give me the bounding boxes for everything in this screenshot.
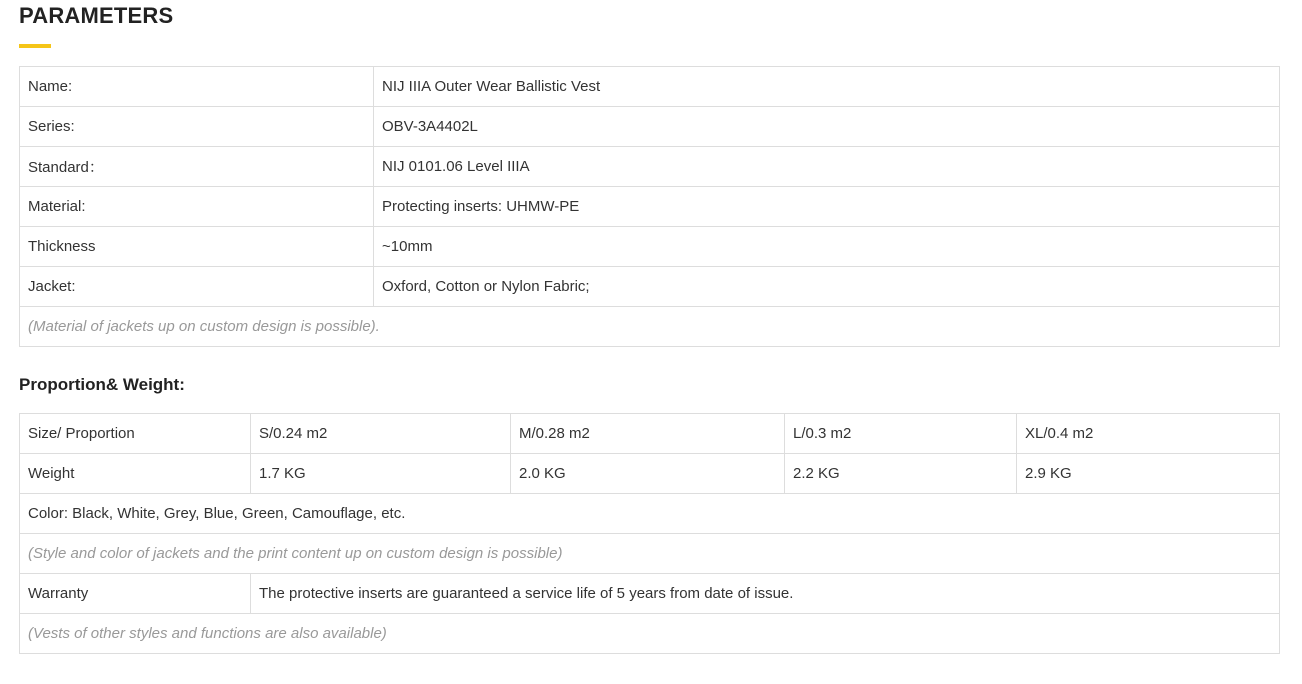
param-label-jacket: Jacket: xyxy=(20,267,374,307)
size-l: L/0.3 m2 xyxy=(785,414,1017,454)
parameters-table xyxy=(19,66,1280,347)
table-row xyxy=(20,307,1280,347)
table-row xyxy=(20,107,1280,147)
size-xl: XL/0.4 m2 xyxy=(1017,414,1280,454)
table-row xyxy=(20,267,1280,307)
param-label-thickness: Thickness xyxy=(20,227,374,267)
table-row xyxy=(20,454,1280,494)
table-row xyxy=(20,187,1280,227)
table-row xyxy=(20,574,1280,614)
weight-xl: 2.9 KG xyxy=(1017,454,1280,494)
proportion-title: Proportion& Weight: xyxy=(19,375,185,394)
param-label-material: Material: xyxy=(20,187,374,227)
weight-s: 1.7 KG xyxy=(251,454,511,494)
table-row xyxy=(20,67,1280,107)
table-row xyxy=(20,147,1280,187)
size-m: M/0.28 m2 xyxy=(511,414,785,454)
proportion-weight-table xyxy=(19,413,1280,654)
param-value-series: OBV-3A4402L xyxy=(374,107,1280,147)
warranty-value: The protective inserts are guaranteed a service life of 5 years from date of issue. xyxy=(251,574,1280,614)
section-title: PARAMETERS xyxy=(19,3,174,28)
weight-l: 2.2 KG xyxy=(785,454,1017,494)
table-row xyxy=(20,614,1280,654)
param-value-name: NIJ IIIA Outer Wear Ballistic Vest xyxy=(374,67,1280,107)
param-value-thickness: ~10mm xyxy=(374,227,1280,267)
table-row xyxy=(20,494,1280,534)
weight-label: Weight xyxy=(20,454,251,494)
param-label-series: Series: xyxy=(20,107,374,147)
table-row xyxy=(20,414,1280,454)
jacket-note: (Material of jackets up on custom design is possible). xyxy=(20,307,1280,347)
weight-m: 2.0 KG xyxy=(511,454,785,494)
param-value-jacket: Oxford, Cotton or Nylon Fabric; xyxy=(374,267,1280,307)
size-s: S/0.24 m2 xyxy=(251,414,511,454)
warranty-label: Warranty xyxy=(20,574,251,614)
color-options: Color: Black, White, Grey, Blue, Green, Camouflage, etc. xyxy=(20,494,1280,534)
color-note: (Style and color of jackets and the print content up on custom design is possible) xyxy=(20,534,1280,574)
size-label: Size/ Proportion xyxy=(20,414,251,454)
table-row xyxy=(20,534,1280,574)
param-value-standard: NIJ 0101.06 Level IIIA xyxy=(374,147,1280,187)
title-underline xyxy=(19,44,51,48)
param-label-name: Name: xyxy=(20,67,374,107)
table-row xyxy=(20,227,1280,267)
param-value-material: Protecting inserts: UHMW-PE xyxy=(374,187,1280,227)
other-styles-note: (Vests of other styles and functions are also available) xyxy=(20,614,1280,654)
param-label-standard: Standard： xyxy=(20,147,374,187)
